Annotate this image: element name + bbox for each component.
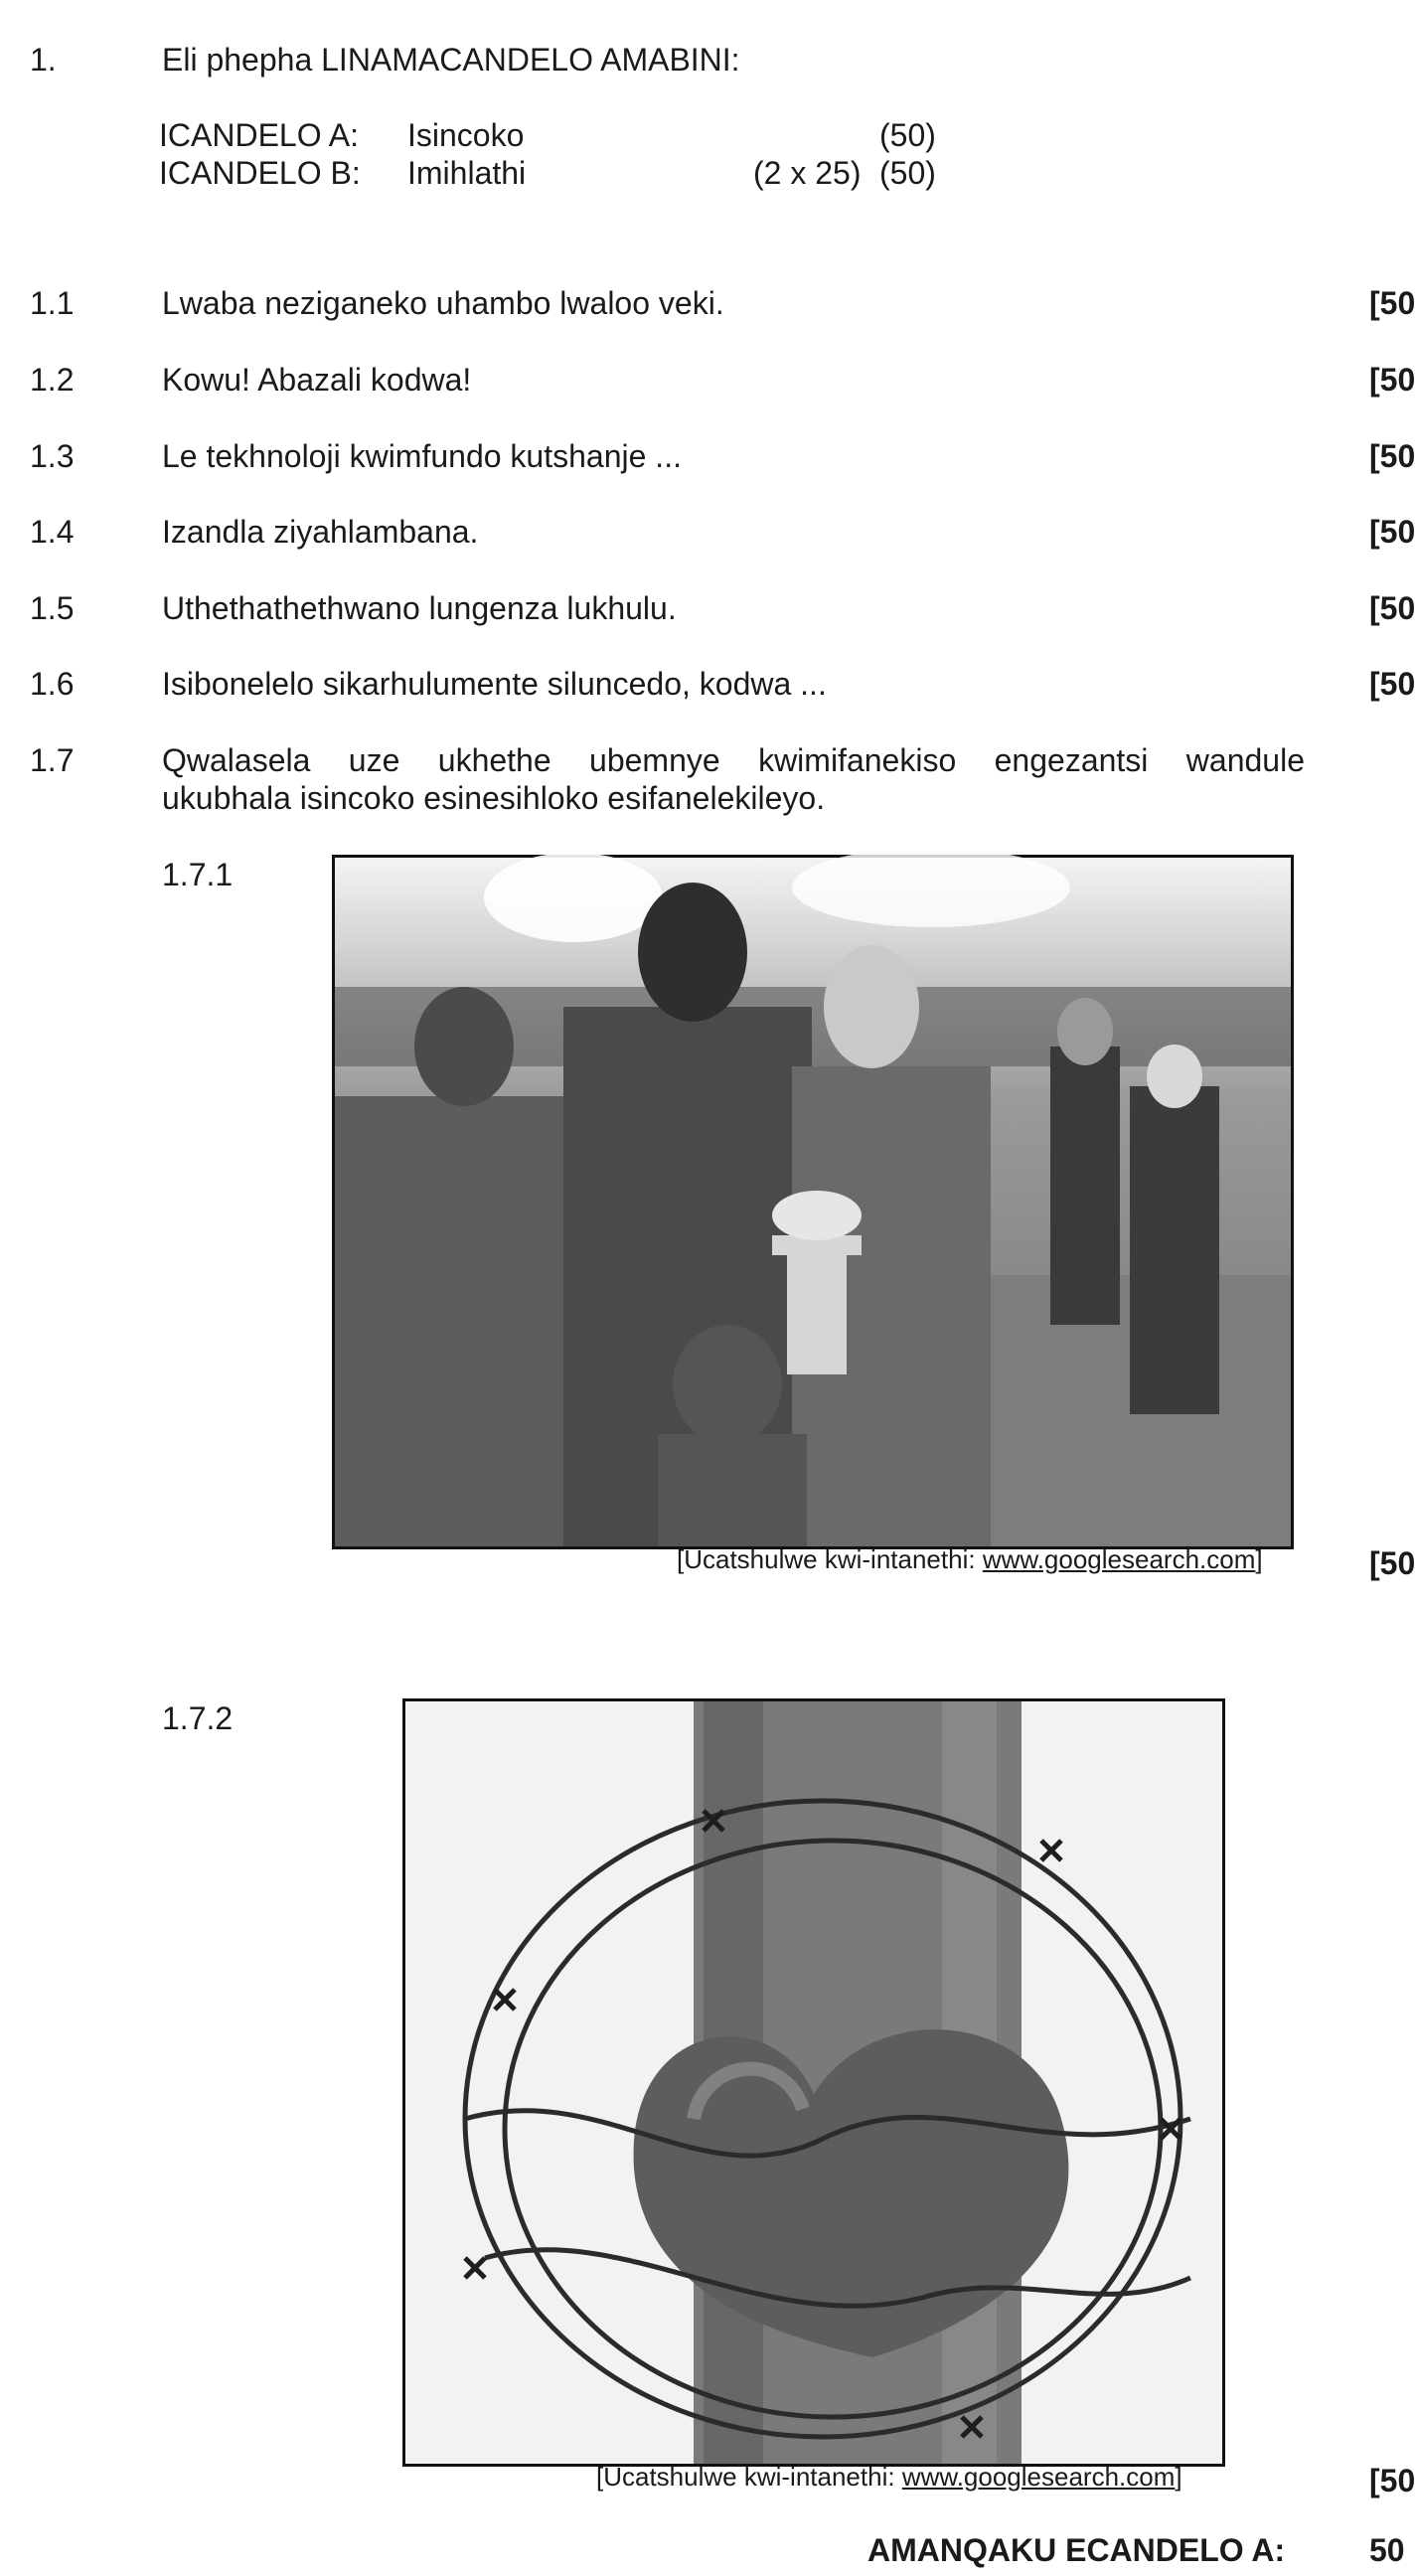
part-a-name: Isincoko: [407, 117, 525, 153]
picture-number: 1.7.1: [162, 857, 234, 892]
part-b-name: Imihlathi: [407, 155, 527, 191]
question-mark: [50: [1369, 666, 1415, 702]
picture-mark: [50: [1369, 2463, 1415, 2498]
part-a-label: ICANDELO A:: [159, 117, 359, 153]
question-text: Kowu! Abazali kodwa!: [162, 362, 472, 398]
question-text: Uthethathethwano lungenza lukhulu.: [162, 590, 677, 626]
source-link[interactable]: www.googlesearch.com: [901, 2462, 1176, 2492]
question-mark: [50: [1369, 362, 1415, 398]
section-total-value: 50: [1369, 2532, 1405, 2568]
question-mark: [50: [1369, 438, 1415, 474]
source-suffix: ]: [1255, 1544, 1263, 1574]
question-text-line: Qwalasela uze ukhethe ubemnye kwimifanekiso engezantsi wandule: [162, 742, 1305, 778]
picture-source: [677, 1545, 1263, 1575]
question-number: 1.5: [30, 590, 75, 626]
part-b-label: ICANDELO B:: [159, 155, 361, 191]
question-text: Isibonelelo sikarhulumente siluncedo, kodwa ...: [162, 666, 827, 702]
question-number: 1.4: [30, 514, 75, 550]
question-text: [162, 742, 1305, 818]
section-number: 1.: [30, 42, 57, 78]
question-number: 1.1: [30, 285, 75, 321]
source-suffix: ]: [1175, 2462, 1182, 2492]
picture-source: [596, 2463, 1182, 2493]
source-prefix: [Ucatshulwe kwi-intanethi:: [677, 1544, 983, 1574]
part-b-marks: (50): [879, 155, 936, 191]
question-mark: [50: [1369, 590, 1415, 626]
rugby-photo: [332, 855, 1294, 1549]
picture-mark: [50: [1369, 1545, 1415, 1581]
part-a-marks: (50): [879, 117, 936, 153]
heart-barbed-wire-photo: [402, 1698, 1225, 2467]
question-number: 1.3: [30, 438, 75, 474]
question-text: Izandla ziyahlambana.: [162, 514, 479, 550]
question-mark: [50: [1369, 285, 1415, 321]
question-number: 1.2: [30, 362, 75, 398]
source-prefix: [Ucatshulwe kwi-intanethi:: [596, 2462, 902, 2492]
picture-number: 1.7.2: [162, 1700, 234, 1736]
question-mark: [50: [1369, 514, 1415, 550]
section-instruction: Eli phepha LINAMACANDELO AMABINI:: [162, 42, 740, 78]
question-text: Le tekhnoloji kwimfundo kutshanje ...: [162, 438, 682, 474]
question-number: 1.7: [30, 742, 75, 778]
question-number: 1.6: [30, 666, 75, 702]
source-link[interactable]: www.googlesearch.com: [982, 1544, 1256, 1574]
part-b-multiplier: (2 x 25): [753, 155, 862, 191]
section-total-label: AMANQAKU ECANDELO A:: [867, 2532, 1286, 2568]
question-text: Lwaba neziganeko uhambo lwaloo veki.: [162, 285, 724, 321]
question-text-line: ukubhala isincoko esinesihloko esifanelekileyo.: [162, 779, 826, 816]
